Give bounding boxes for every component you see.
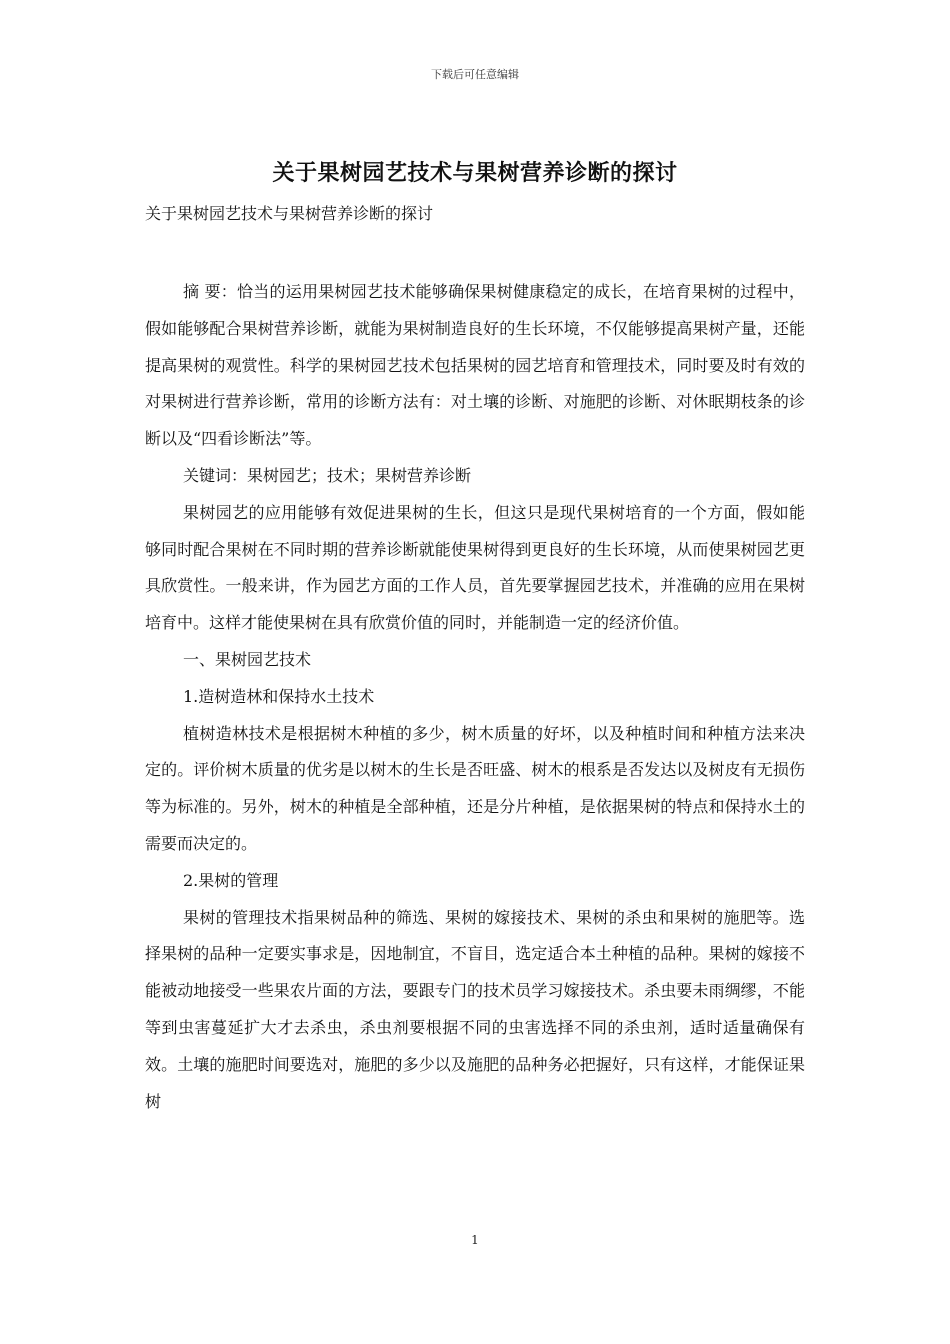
body-paragraph: 植树造林技术是根据树木种植的多少，树木质量的好坏，以及种植时间和种植方法来决定的。评价树木质量的优劣是以树木的生长是否旺盛、树木的根系是否发达以及树皮有无损伤等为标准的。另外，树木的种植是全部种植，还是分片种植，是依据果树的特点和保持水土的需要而决定的。 — [145, 723, 805, 853]
document-body — [145, 274, 805, 1120]
section-heading: 一、果树园艺技术 — [183, 649, 312, 669]
document-subtitle: 关于果树园艺技术与果树营养诊断的探讨 — [145, 204, 434, 223]
subsection-heading: 1.造树造林和保持水土技术 — [183, 686, 375, 706]
keywords-paragraph: 关键词：果树园艺；技术；果树营养诊断 — [183, 465, 472, 485]
body-paragraph: 果树的管理技术指果树品种的筛选、果树的嫁接技术、果树的杀虫和果树的施肥等。选择果树的品种一定要实事求是，因地制宜，不盲目，选定适合本土种植的品种。果树的嫁接不能被动地接受一些果农片面的方法，要跟专门的技术员学习嫁接技术。杀虫要未雨绸缪，不能等到虫害蔓延扩大才去杀虫，杀虫剂要根据不同的虫害选择不同的杀虫剂，适时适量确保有效。土壤的施肥时间要选对，施肥的多少以及施肥的品种务必把握好，只有这样，才能保证果树 — [145, 907, 805, 1111]
page-number: 1 — [471, 1233, 479, 1247]
page-header-note: 下载后可任意编辑 — [431, 68, 519, 81]
subsection-heading: 2.果树的管理 — [183, 870, 279, 890]
intro-paragraph: 果树园艺的应用能够有效促进果树的生长，但这只是现代果树培育的一个方面，假如能够同时配合果树在不同时期的营养诊断就能使果树得到更良好的生长环境，从而使果树园艺更具欣赏性。一般来讲，作为园艺方面的工作人员，首先要掌握园艺技术，并准确的应用在果树培育中。这样才能使果树在具有欣赏价值的同时，并能制造一定的经济价值。 — [145, 502, 805, 633]
document-title: 关于果树园艺技术与果树营养诊断的探讨 — [272, 160, 678, 186]
abstract-paragraph: 摘 要：恰当的运用果树园艺技术能够确保果树健康稳定的成长，在培育果树的过程中，假如能够配合果树营养诊断，就能为果树制造良好的生长环境，不仅能够提高果树产量，还能提高果树的观赏性。科学的果树园艺技术包括果树的园艺培育和管理技术，同时要及时有效的对果树进行营养诊断，常用的诊断方法有：对土壤的诊断、对施肥的诊断、对休眠期枝条的诊断以及“四看诊断法”等。 — [145, 282, 805, 449]
